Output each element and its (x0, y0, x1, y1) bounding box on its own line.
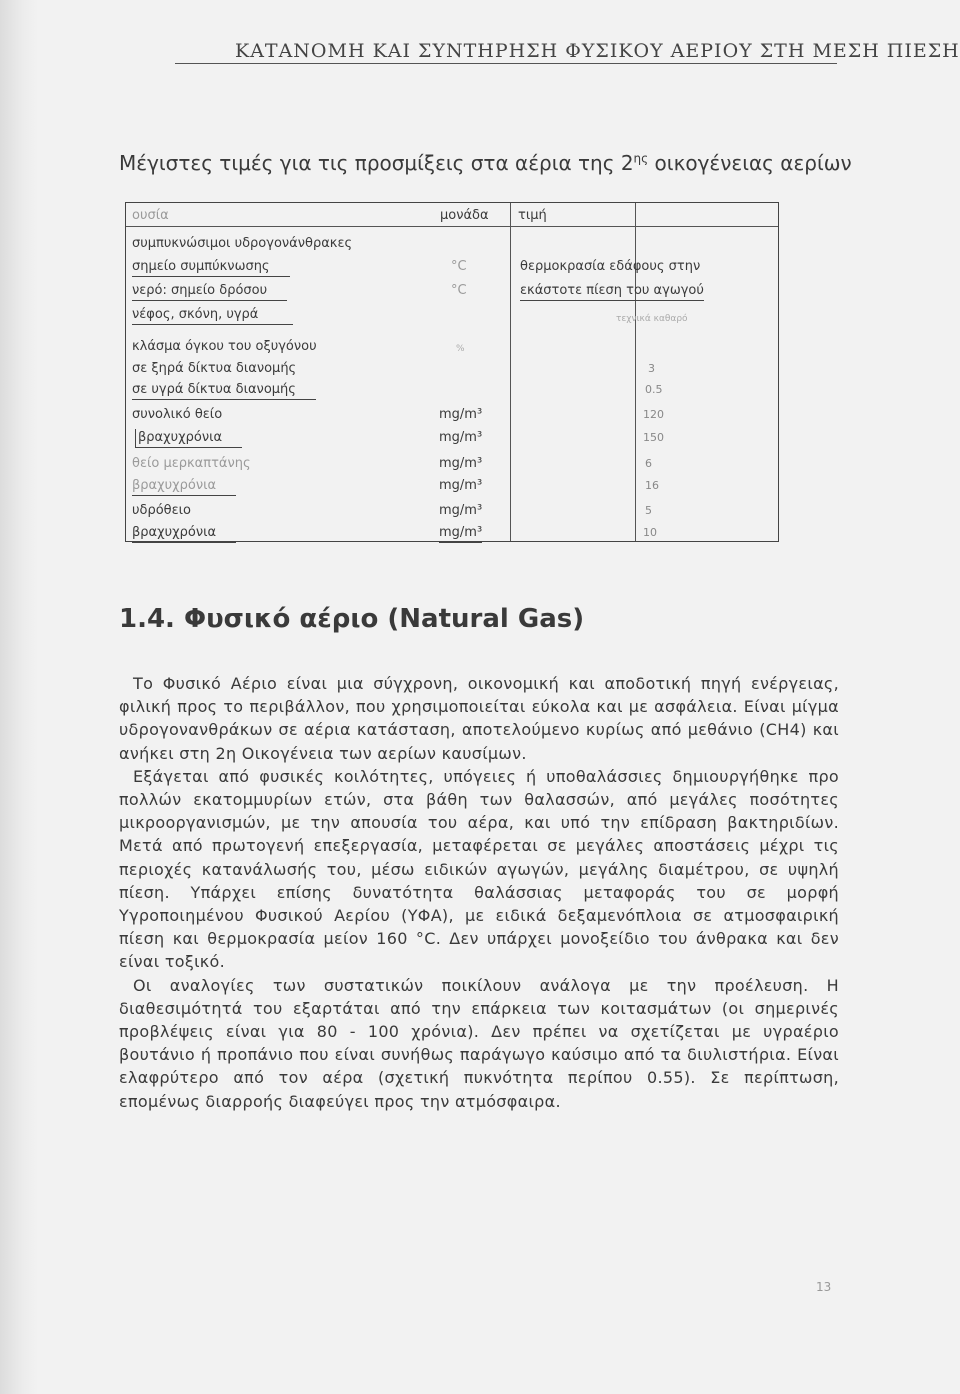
header-unit: μονάδα (440, 208, 489, 223)
table-row-substance: νέφος, σκόνη, υγρά (132, 306, 293, 325)
table-row-substance: σε ξηρά δίκτυα διανομής (132, 361, 297, 376)
running-header: ΚΑΤΑΝΟΜΗ ΚΑΙ ΣΥΝΤΗΡΗΣΗ ΦΥΣΙΚΟΥ ΑΕΡΙΟΥ ΣΤΗ ΜΕΣΗ ΠΙΕΣΗ (235, 40, 960, 62)
header-substance: ουσία (132, 208, 169, 223)
table-row-value: 6 (645, 457, 652, 470)
table-row-unit: mg/m³ (439, 478, 483, 493)
caption-text-end: οικογένειας αερίων (648, 151, 852, 175)
table-row-substance: σε υγρά δίκτυα διανομής (132, 381, 316, 400)
header-rule (175, 63, 837, 64)
table-row-substance: κλάσμα όγκου του οξυγόνου (132, 339, 317, 354)
paragraph: Οι αναλογίες των συστατικών ποικίλουν ανάλογα με την προέλευση. Η διαθεσιμότητά του εξαρτάται από την επάρκεια των κοιτασμάτων (οι σημερινές προβλέψεις είναι για 80 - 100 χρόνια). Δεν πρέπει να σχετίζεται με υγραέριο βουτάνιο ή προπάνιο που είναι συνήθως παράγωγο καύσιμο από τα διυλιστήρια. Είναι ελαφρύτερο από τον αέρα (σχετική πυκνότητα περίπου 0.55). Σε περίπτωση, επομένως διαρροής διαφεύγει προς την ατμόσφαιρα. (119, 975, 839, 1111)
table-row-unit: mg/m³ (439, 503, 483, 518)
caption-text-start: Μέγιστες τιμές για τις προσμίξεις στα αέρια της 2 (119, 151, 634, 175)
table-row-unit: % (456, 344, 465, 354)
table-row-substance: θείο μερκαπτάνης (132, 456, 251, 471)
table-row-substance: βραχυχρόνια (135, 429, 242, 448)
table-row-value: 3 (648, 362, 655, 375)
table-row-substance: σημείο συμπύκνωσης (132, 258, 290, 277)
table-row-value: 10 (643, 526, 657, 539)
table-row-value: 150 (643, 431, 664, 444)
body-text (119, 672, 839, 1113)
table-row-substance: νερό: σημείο δρόσου (132, 282, 287, 301)
table-row-substance: υδρόθειο (132, 503, 192, 518)
header-value: τιμή (518, 208, 547, 223)
table-row-unit: mg/m³ (439, 456, 483, 471)
table-row-value: 5 (645, 504, 652, 517)
page-number: 13 (816, 1280, 832, 1294)
table-row-value: εκάστοτε πίεση του αγωγού (520, 282, 704, 301)
table-row-substance: συμπυκνώσιμοι υδρογονάνθρακες (132, 236, 353, 251)
table-row-substance: βραχυχρόνια (132, 524, 236, 543)
table-row-value: 120 (643, 408, 664, 421)
table-row-substance: συνολικό θείο (132, 407, 223, 422)
header-divider (126, 226, 778, 227)
table-row-value: θερμοκρασία εδάφους στην (520, 259, 701, 274)
table-row-unit: mg/m³ (439, 524, 482, 543)
impurities-table (125, 202, 779, 542)
page-edge-shadow (0, 0, 38, 1394)
column-divider (635, 203, 636, 541)
table-row-unit: mg/m³ (439, 407, 483, 422)
table-row-value: τεχνικά καθαρό (616, 314, 688, 324)
table-row-substance: βραχυχρόνια (132, 477, 236, 496)
table-row-value: 16 (645, 479, 659, 492)
table-row-unit: °C (451, 283, 467, 298)
section-heading: 1.4. Φυσικό αέριο (Natural Gas) (119, 604, 585, 634)
caption-superscript: ης (633, 151, 649, 166)
table-caption (119, 151, 852, 175)
table-row-unit: mg/m³ (439, 430, 483, 445)
paragraph: Εξάγεται από φυσικές κοιλότητες, υπόγειες ή υποθαλάσσιες δημιουργήθηκε προ πολλών εκατομμυρίων ετών, στα βάθη των θαλασσών, από μεγάλες ποσότητες μικροοργανισμών, με την απουσία του αέρα, και υπό την επίδραση βακτηριδίων. Μετά από πρωτογενή επεξεργασία, μεταφέρεται σε μεγάλες αποστάσεις μέχρι τις περιοχές κατανάλωσής του, μέσω ειδικών αγωγών, μεγάλης διαμέτρου, σε υψηλή πίεση. Υπάρχει επίσης δυνατότητα θαλάσσιας μεταφοράς του σε μορφή Υγροποιημένου Φυσικού Αερίου (ΥΦΑ), με ειδικά δεξαμενόπλοια σε ατμοσφαιρική πίεση και θερμοκρασία μείον 160 °C. Δεν υπάρχει μονοξείδιο του άνθρακα και δεν είναι τοξικό. (119, 766, 839, 972)
paragraph: Το Φυσικό Αέριο είναι μια σύγχρονη, οικονομική και αποδοτική πηγή ενέργειας, φιλική προς το περιβάλλον, που χρησιμοποιείται εύκολα και με ασφάλεια. Είναι μίγμα υδρογονανθράκων σε αέρια κατάσταση, αποτελούμενο κυρίως από μεθάνιο (CH4) και ανήκει στη 2η Οικογένεια των αερίων καυσίμων. (119, 674, 839, 763)
table-row-value: 0.5 (645, 383, 663, 396)
table-row-unit: °C (451, 259, 467, 274)
